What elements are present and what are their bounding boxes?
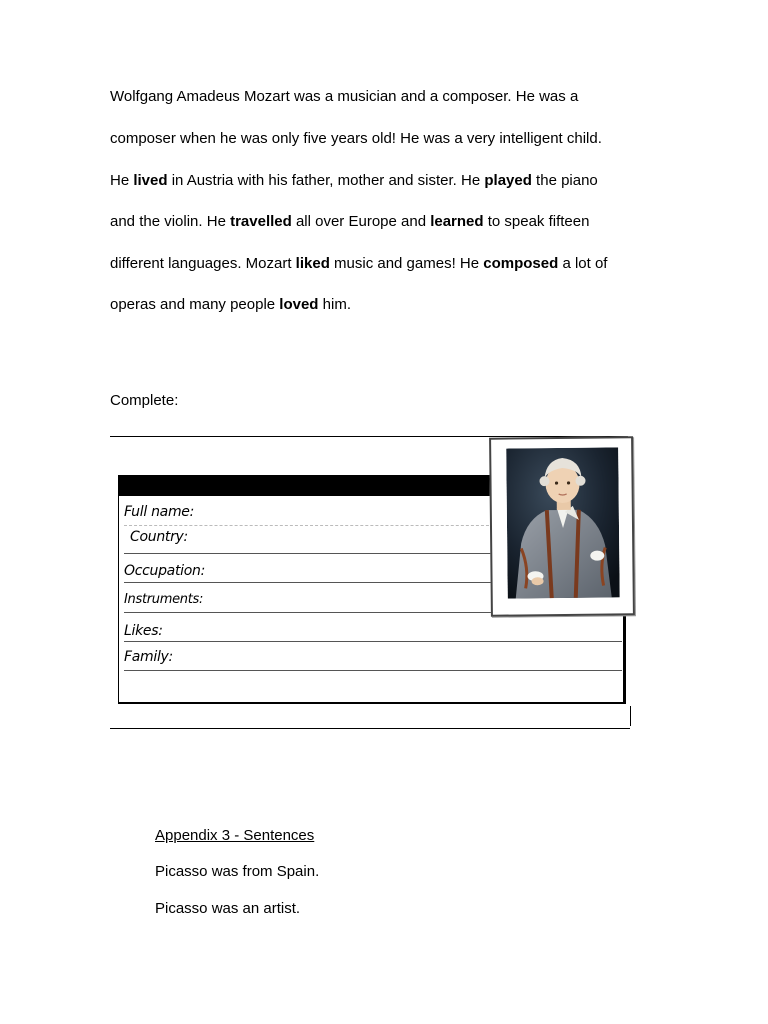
paragraph-line: composer when he was only five years old! He was a very intelligent child. (110, 130, 602, 147)
bold-verb: liked (295, 255, 330, 272)
appendix-sentence: Picasso was an artist. (155, 900, 301, 917)
paragraph-line (110, 254, 607, 274)
field-occupation-line (124, 582, 496, 583)
field-country-line (124, 553, 496, 554)
field-likes-line (124, 641, 622, 642)
paragraph-line (110, 295, 351, 315)
appendix-sentence: Picasso was from Spain. (155, 863, 320, 880)
portrait-image (506, 447, 620, 598)
text: music and games! He (329, 255, 484, 272)
bold-verb: played (484, 172, 532, 189)
text: He (110, 172, 134, 189)
bold-verb: travelled (230, 213, 292, 230)
field-family-line (124, 670, 622, 671)
text: operas and many people (110, 296, 280, 313)
field-likes-label: Likes: (124, 623, 163, 639)
divider-bottom (110, 728, 630, 729)
appendix-title: Appendix 3 - Sentences (155, 827, 315, 844)
text: to speak fifteen (483, 213, 590, 230)
field-full-name-label: Full name: (124, 504, 195, 520)
bold-verb: lived (133, 172, 168, 189)
paragraph-line (110, 212, 589, 232)
text: all over Europe and (291, 213, 431, 230)
bold-verb: loved (279, 296, 319, 313)
text: different languages. Mozart (110, 255, 296, 272)
text: the piano (531, 172, 598, 189)
complete-label: Complete: (110, 392, 179, 409)
text: and the violin. He (110, 213, 231, 230)
card-header-bar (119, 476, 495, 496)
field-occupation-label: Occupation: (124, 563, 205, 579)
field-family-label: Family: (124, 649, 173, 665)
text: a lot of (558, 255, 608, 272)
text: in Austria with his father, mother and sister. He (167, 172, 485, 189)
bold-verb: learned (430, 213, 484, 230)
paragraph-line: Wolfgang Amadeus Mozart was a musician and a composer. He was a (110, 88, 579, 105)
field-full-name-line (124, 525, 494, 526)
text: him. (318, 296, 351, 313)
bold-verb: composed (483, 255, 559, 272)
paragraph-line (110, 171, 598, 191)
corner-tick (630, 706, 631, 726)
field-country-label: Country: (130, 529, 188, 545)
mozart-portrait-photo (489, 436, 635, 616)
field-instruments-label: Instruments: (124, 592, 204, 607)
